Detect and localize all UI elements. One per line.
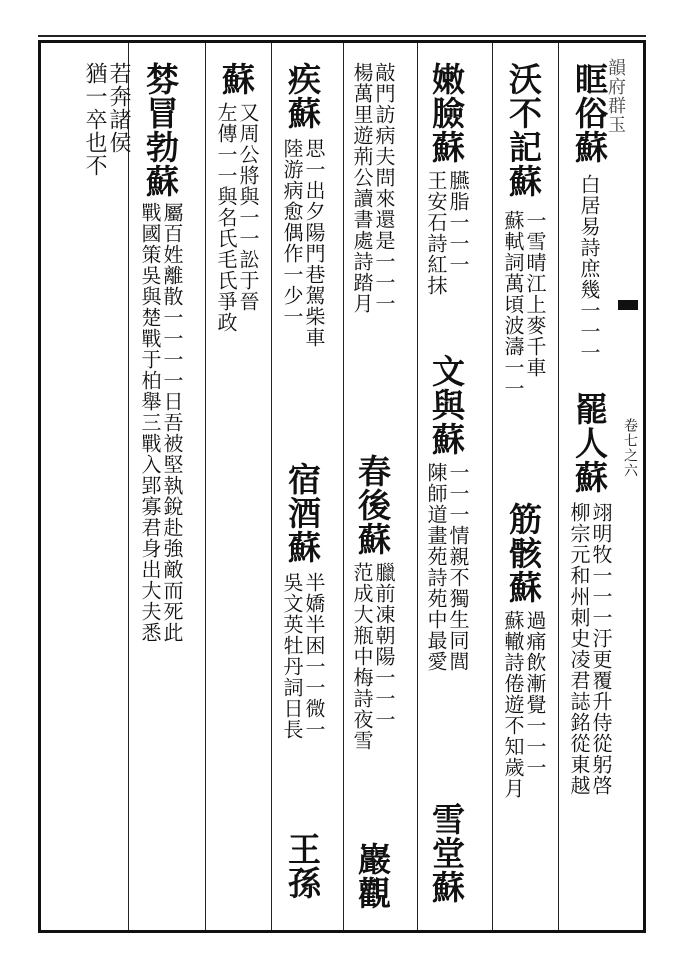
headword: 嫩臉蘇 [427, 62, 466, 164]
entry-column-4 [347, 62, 399, 922]
column-divider [558, 43, 559, 930]
entry-column-7 [133, 62, 185, 922]
annotation: 范成大瓶中梅詩夜雪 [350, 562, 374, 751]
annotation: 蘇軾詞萬頃波濤一一 [501, 210, 525, 399]
fold-label: 卷七之六 [622, 418, 638, 478]
headword: 沃不記蘇 [504, 62, 543, 198]
annotation: 陳師道畫苑詩苑中最愛 [424, 462, 448, 672]
headword: 王孫 [283, 832, 322, 900]
headword: 巖觀 [353, 842, 392, 910]
annotation: 陸游病愈偶作一少一 [280, 138, 304, 327]
annotation: 一雪晴江上麥千車 [523, 210, 547, 378]
annotation: 楊萬里遊荊公讀書處詩踏月 [350, 62, 374, 314]
column-divider [343, 43, 344, 930]
annotation: 翊明牧一一一汙更覆升侍從躬啓 [589, 502, 613, 796]
annotation: 王安石詩紅抹 [424, 170, 448, 296]
annotation: 白居易詩庶幾一一一 [577, 174, 601, 363]
entry-column-2 [496, 62, 548, 922]
entry-column-5 [275, 62, 327, 922]
annotation: 戰國策吳與楚戰于柏舉三戰入郢寡君身出大夫悉 [138, 202, 162, 643]
annotation: 吳文英牡丹詞日長 [280, 572, 304, 740]
column-divider [205, 43, 206, 930]
fold-block [618, 300, 638, 310]
annotation: 若奔諸侯 [106, 62, 131, 154]
column-divider [492, 43, 493, 930]
annotation: 臘前凍朝陽一一一 [372, 562, 396, 730]
headword: 雪堂蘇 [427, 802, 466, 904]
headword: 宿酒蘇 [283, 462, 322, 564]
page-frame [38, 40, 646, 933]
top-rule [38, 35, 646, 37]
entry-column-1 [562, 62, 614, 922]
annotation: 過痛飲漸覺一一一 [523, 610, 547, 778]
annotation: 猶一卒也不 [82, 62, 107, 177]
headword: 眶俗蘇 [570, 62, 609, 164]
annotation: 敲門訪病夫問來還是一一一 [372, 62, 396, 314]
column-divider [271, 43, 272, 930]
annotation: 左傳一一與名氏毛氏爭政 [214, 102, 238, 333]
headword: 疾蘇 [283, 62, 322, 130]
annotation: 臙脂一一一 [446, 170, 470, 275]
entry-column-3 [421, 62, 473, 922]
running-head: 韻府群玉 [605, 58, 626, 134]
annotation: 屬百姓離散一一一一日吾被堅執銳赴強敵而死此 [160, 202, 184, 643]
column-divider [128, 43, 129, 930]
headword: 蘇 [217, 62, 256, 96]
entry-column-8 [58, 62, 131, 922]
headword: 筋骸蘇 [504, 502, 543, 604]
annotation: 柳宗元和州刺史凌君誌銘從東越 [567, 502, 591, 796]
entry-column-6 [209, 62, 261, 922]
headword: 春後蘇 [353, 454, 392, 556]
annotation: 半嬌半困一一微一 [302, 572, 326, 740]
annotation: 蘇轍詩倦遊不知歲月 [501, 610, 525, 799]
annotation: 一一一情親不獨生同閭 [446, 462, 470, 672]
annotation: 思一出夕陽門巷駕柴車 [302, 138, 326, 348]
headword: 文與蘇 [427, 354, 466, 456]
headword: 棼冒勃蘇 [141, 62, 180, 198]
column-divider [417, 43, 418, 930]
annotation: 又周公將與一一訟于晉 [236, 102, 260, 312]
headword: 罷人蘇 [570, 392, 609, 494]
